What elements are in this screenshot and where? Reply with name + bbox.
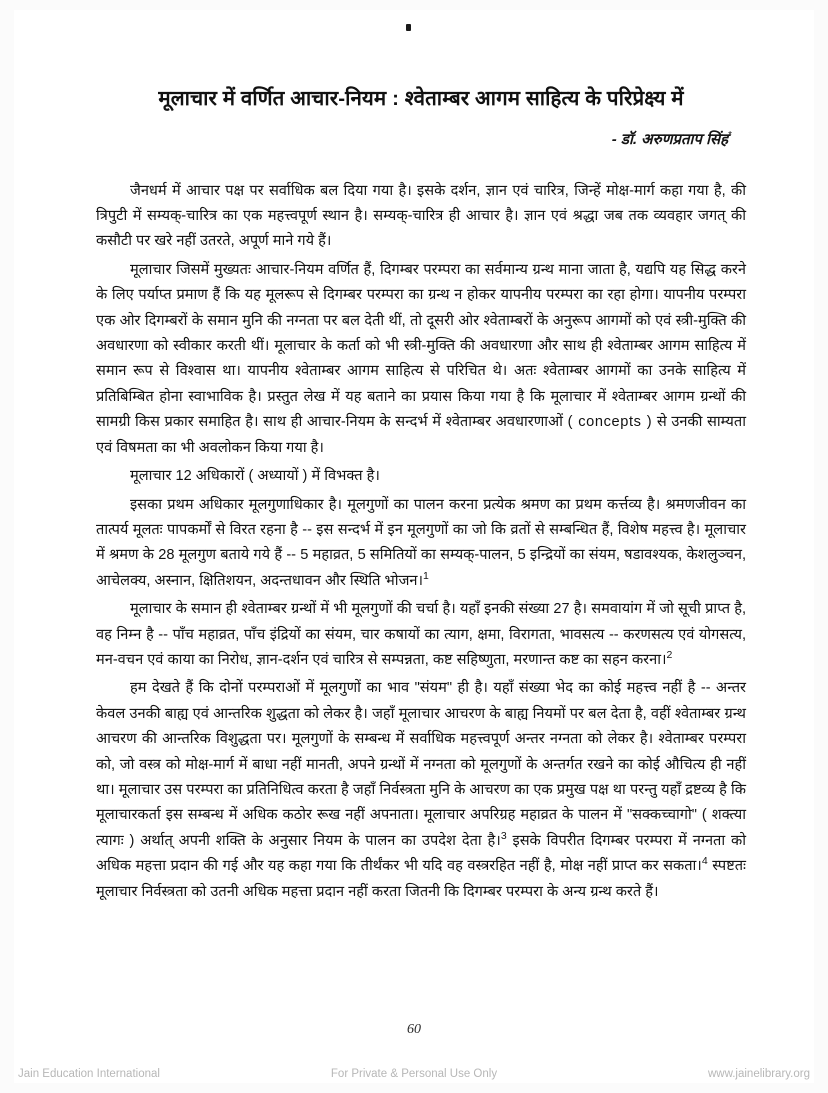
paragraph-5 xyxy=(96,597,746,673)
byline xyxy=(96,129,746,149)
paragraph-6-text-part-3: स्पष्टतः मूलाचार निर्वस्त्रता को उतनी अधिक महत्ता प्रदान नहीं करता जितनी कि दिगम्बर परम्परा के अन्य ग्रन्थ करते हैं। xyxy=(96,858,746,900)
paragraph-6-text-part-2: इसके विपरीत दिगम्बर परम्परा में नग्नता को अधिक महत्ता प्रदान की गई और यह कहा गया कि तीर्थंकर भी यदि वह वस्त्ररहित नहीं है, मोक्ष नहीं प्राप्त कर सकता। xyxy=(96,832,746,875)
scan-edge-left xyxy=(0,0,14,1093)
scan-edge-right xyxy=(814,0,828,1093)
paragraph-4 xyxy=(96,493,746,595)
footnote-marker-1: 1 xyxy=(423,569,429,582)
footnote-marker-3: 3 xyxy=(500,829,507,842)
paragraph-2-text-part-2: से उनकी साम्यता एवं विषमता का भी अवलोकन किया गया है। xyxy=(96,414,746,456)
page-footer xyxy=(0,1063,828,1085)
paragraph-3-text: मूलाचार 12 अधिकारों ( अध्यायों ) में विभक्त है। xyxy=(130,468,380,485)
paragraph-1-text: जैनधर्म में आचार पक्ष पर सर्वाधिक बल दिया गया है। इसके दर्शन, ज्ञान एवं चारित्र, जिन्हें मोक्ष-मार्ग कहा गया है, की त्रिपुटी में सम्यक्-चारित्र का एक महत्त्वपूर्ण स्थान है। सम्यक्-चारित्र ही आचार है। ज्ञान एवं श्रद्धा जब तक व्यवहार जगत् की कसौटी पर खरे नहीं उतरते, अपूर्ण माने गये हैं। xyxy=(96,182,746,250)
footnote-marker-4: 4 xyxy=(701,855,708,868)
paragraph-5-text: मूलाचार के समान ही श्वेताम्बर ग्रन्थों में भी मूलगुणों की चर्चा है। यहाँ इनकी संख्या 27 है। समवायांग में जो सूची प्राप्त है, वह निम्न है -- पाँच महाव्रत, पाँच इंद्रियों का संयम, चार कषायों का त्याग, क्षमा, विरागता, भावसत्य -- करणसत्य एवं योगसत्य, मन-वचन एवं काया का निरोध, ज्ञान-दर्शन एवं चारित्र से सम्पन्नता, कष्ट सहिष्णुता, मरणान्त कष्ट का सहन करना। xyxy=(96,601,746,668)
page-title: मूलाचार में वर्णित आचार-नियम : श्वेताम्बर आगम साहित्य के परिप्रेक्ष्य में xyxy=(158,87,684,110)
paragraph-2-text-part-1: मूलाचार जिसमें मुख्यतः आचार-नियम वर्णित हैं, दिगम्बर परम्परा का सर्वमान्य ग्रन्थ माना जाता है, यद्यपि यह सिद्ध करने के लिए पर्याप्त प्रमाण हैं कि यह मूलरूप से दिगम्बर परम्परा का ग्रन्थ न होकर यापनीय परम्परा का रहा होगा। यापनीय परम्परा एक ओर दिगम्बरों के समान मुनि की नग्नता पर बल देती थीं, तो दूसरी ओर श्वेताम्बरों के अनुरूप आगमों को एवं स्त्री-मुक्ति की अवधारणा को स्वीकार करती थीं। मूलाचार के कर्ता को भी स्त्री-मुक्ति की अवधारणा और साथ ही श्वेताम्बर आगम साहित्य में समान रूप से विश्वास था। यापनीय श्वेताम्बर आगम साहित्य से परिचित थे। अतः श्वेताम्बर आगमों का उनके साहित्य में प्रतिबिम्बित होना स्वाभाविक है। प्रस्तुत लेख में यह बताने का प्रयास किया गया है कि मूलाचार में श्वेताम्बर आगम ग्रन्थों की सामग्री किस प्रकार समाहित है। साथ ही आचार-नियम के सन्दर्भ में श्वेताम्बर अवधारणाओं xyxy=(96,261,746,431)
footer-center-text: For Private & Personal Use Only xyxy=(330,1068,498,1080)
paragraph-6-text-part-1: हम देखते हैं कि दोनों परम्पराओं में मूलगुणों का भाव "संयम" ही है। यहाँ संख्या भेद का कोई महत्त्व नहीं है -- अन्तर केवल उनकी बाह्य एवं आन्तरिक शुद्धता को लेकर है। जहाँ मूलाचार आचरण के बाह्य नियमों पर बल देता है, वहीं श्वेताम्बर ग्रन्थ आचरण की आन्तरिक विशुद्धता पर। मूलगुणों के सम्बन्ध में सर्वाधिक महत्त्वपूर्ण अन्तर नग्नता को लेकर है। श्वेताम्बर परम्परा को, जो वस्त्र को मोक्ष-मार्ग में बाधा नहीं मानती, अपने ग्रन्थों में नग्नता को मूलगुणों के अन्तर्गत रखने का कोई औचित्य ही नहीं था। मूलाचार उस परम्परा का प्रतिनिधित्व करता है जहाँ निर्वस्त्रता मुनि के आचरण का एक प्रमुख पक्ष था परन्तु यहाँ द्रष्टव्य है कि मूलाचारकर्ता इस सम्बन्ध में अधिक कठोर रूख नहीं अपनाता। मूलाचार अपरिग्रह महाव्रत के पालन में "सक्कच्चागो" ( शक्त्या त्यागः ) अर्थात् अपनी शक्ति के अनुसार नियम के पालन का उपदेश देता है। xyxy=(96,680,746,849)
body-text xyxy=(96,179,746,905)
byline-author: - डॉ. अरुणप्रताप सिंह xyxy=(611,130,729,148)
title-block xyxy=(96,0,746,149)
byline-footnote-marker: * xyxy=(728,129,732,141)
footnote-marker-2: 2 xyxy=(666,649,673,662)
page-content xyxy=(96,0,746,1093)
paragraph-2-latin-term: ( concepts ) xyxy=(567,414,653,431)
footer-left-text: Jain Education International xyxy=(18,1068,160,1080)
paragraph-4-text: इसका प्रथम अधिकार मूलगुणाधिकार है। मूलगुणों का पालन करना प्रत्येक श्रमण का प्रथम कर्त्तव्य है। श्रमणजीवन का तात्पर्य मूलतः पापकर्मों से विरत रहना है -- इस सन्दर्भ में इन मूलगुणों का जो कि व्रतों से सम्बन्धित हैं, विशेष महत्त्व है। मूलाचार में श्रमण के 28 मूलगुण बताये गये हैं -- 5 महाव्रत, 5 समितियों का सम्यक्-पालन, 5 इन्द्रियों का संयम, षडावश्यक, केशलुञ्चन, आचेलक्य, अस्नान, क्षितिशयन, अदन्तधावन और स्थिति भोजन। xyxy=(96,496,746,589)
page-number: 60 xyxy=(407,1022,421,1037)
paragraph-1 xyxy=(96,179,746,255)
paragraph-2 xyxy=(96,258,746,461)
paragraph-3 xyxy=(96,464,746,489)
paragraph-6 xyxy=(96,676,746,905)
footer-right-url: www.jainelibrary.org xyxy=(707,1068,810,1080)
